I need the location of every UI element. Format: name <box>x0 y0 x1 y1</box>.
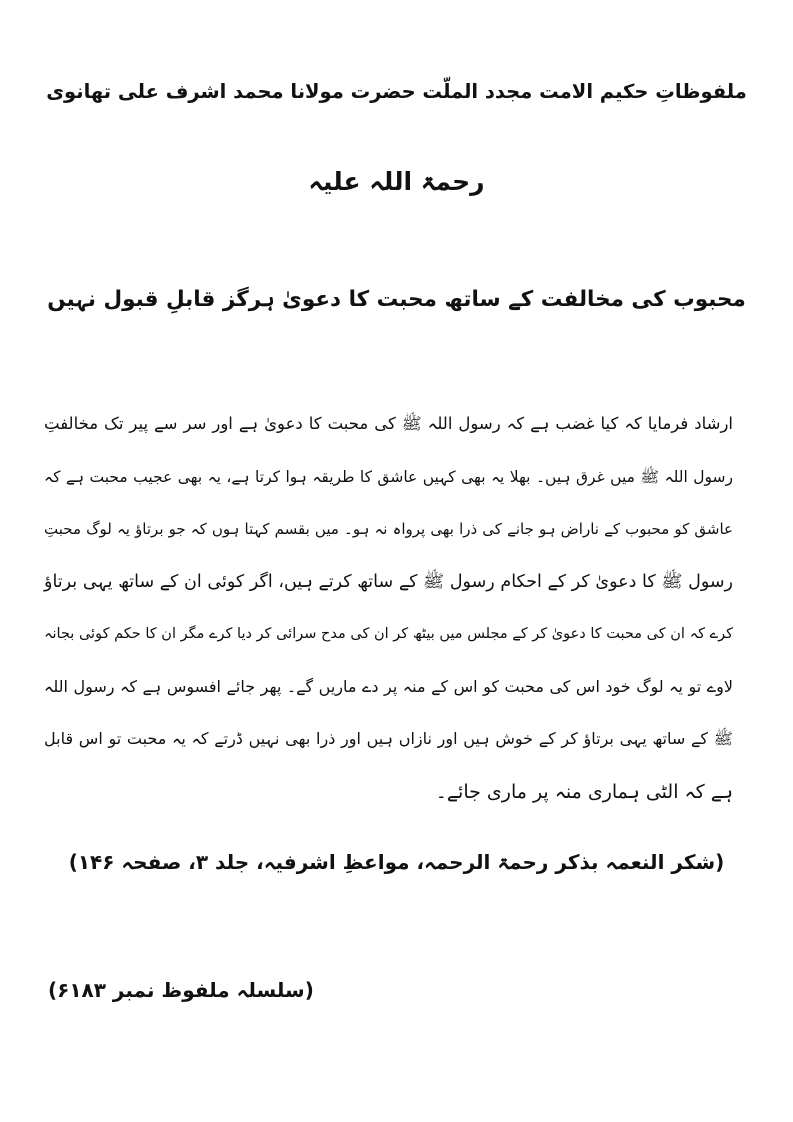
body-paragraph <box>44 398 733 818</box>
body-line: رسول اللہ ﷺ میں غرق ہیں۔ بھلا یہ بھی کہیں عاشق کا طریقہ ہوا کرتا ہے، یہ بھی عجیب محبت ہے کہ <box>44 467 733 486</box>
body-line: ارشاد فرمایا کہ کیا غضب ہے کہ رسول اللہ ﷺ کی محبت کا دعویٰ ہے اور سر سے پیر تک مخالفتِ <box>44 414 733 433</box>
body-line: ہے کہ الٹی ہماری منہ پر ماری جائے۔ <box>435 780 733 803</box>
body-line: عاشق کو محبوب کے ناراض ہو جانے کی ذرا بھی پرواہ نہ ہو۔ میں بقسم کہتا ہوں کہ جو برتاؤ یہ لوگ محبتِ <box>44 520 733 538</box>
body-line: لاوے تو یہ لوگ خود اس کی محبت کو اس کے منہ پر دے ماریں گے۔ پھر جائے افسوس ہے کہ رسول اللہ <box>44 676 733 696</box>
document-title: ملفوظاتِ حکیم الامت مجدد الملّت حضرت مولانا محمد اشرف علی تھانوی <box>46 80 747 103</box>
series-number: (سلسلہ ملفوظ نمبر ۶۱۸۳) <box>48 978 314 1002</box>
source-reference: (شکر النعمہ بذکر رحمۃ الرحمہ، مواعظِ اشرفیہ، جلد ۳، صفحہ ۱۴۶) <box>68 850 725 874</box>
body-line: کرے کہ ان کی محبت کا دعویٰ کر کے مجلس میں بیٹھ کر ان کی مدح سرائی کر دیا کرے مگر ان کا حکم کوئی بجانہ <box>44 626 733 642</box>
section-heading: محبوب کی مخالفت کے ساتھ محبت کا دعویٰ ہرگز قابلِ قبول نہیں <box>47 287 746 312</box>
body-line: ﷺ کے ساتھ یہی برتاؤ کر کے خوش ہیں اور نازاں ہیں اور ذرا بھی نہیں ڈرتے کہ یہ محبت تو اس قابل <box>44 729 733 748</box>
body-line: رسول ﷺ کا دعویٰ کر کے احکام رسول ﷺ کے ساتھ کرتے ہیں، اگر کوئی ان کے ساتھ یہی برتاؤ <box>44 571 733 592</box>
document-subtitle: رحمۃ اللہ علیہ <box>308 167 485 196</box>
